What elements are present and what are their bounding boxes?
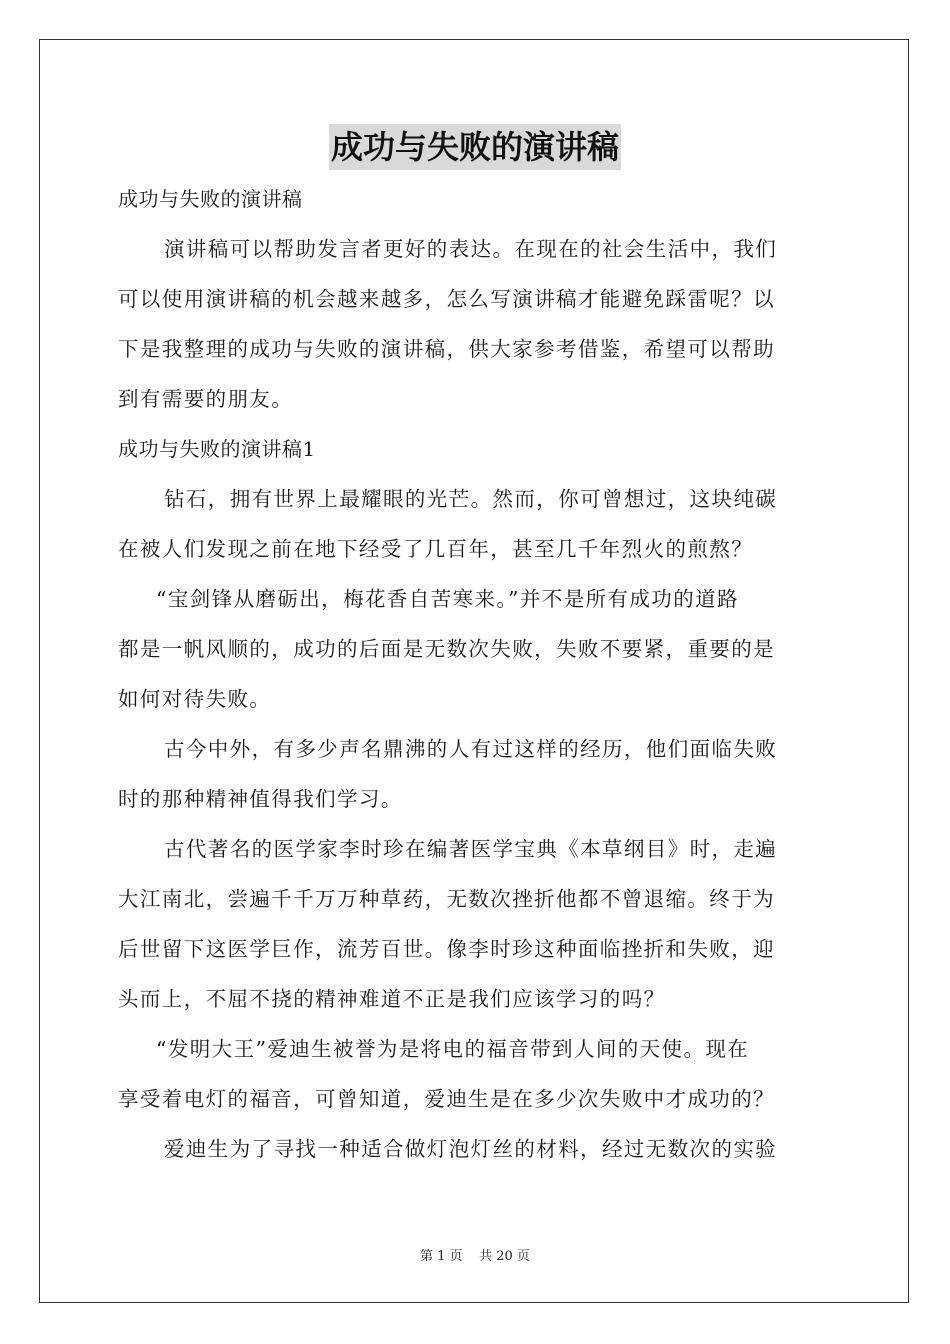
text-line: 可以使用演讲稿的机会越来越多，怎么写演讲稿才能避免踩雷呢？以 [118, 287, 775, 311]
document-title: 成功与失败的演讲稿 [329, 124, 621, 170]
text-line: 享受着电灯的福音，可曾知道，爱迪生是在多少次失败中才成功的？ [118, 1087, 775, 1111]
text-line: 古今中外，有多少声名鼎沸的人有过这样的经历，他们面临失败 [164, 737, 778, 761]
text-line: 如何对待失败。 [118, 687, 272, 711]
text-line: 都是一帆风顺的，成功的后面是无数次失败，失败不要紧，重要的是 [118, 637, 775, 661]
paragraph-sword-quote [118, 574, 834, 724]
page-footer: 第 1 页 共 20 页 [420, 1249, 530, 1264]
section-heading: 成功与失败的演讲稿1 [118, 437, 316, 461]
paragraph-edison-filament [118, 1124, 834, 1174]
text-line: 在被人们发现之前在地下经受了几百年，甚至几千年烈火的煎熬？ [118, 537, 754, 561]
text-line: 大江南北，尝遍千千万万种草药，无数次挫折他都不曾退缩。终于为 [118, 887, 775, 911]
title-wrap [0, 124, 950, 170]
text-line: 古代著名的医学家李时珍在编著医学宝典《本草纲目》时，走遍 [164, 837, 778, 861]
text-line: 演讲稿可以帮助发言者更好的表达。在现在的社会生活中，我们 [164, 237, 778, 261]
text-line: “发明大王”爱迪生被誉为是将电的福音带到人间的天使。现在 [156, 1037, 750, 1061]
paragraph-history [118, 724, 834, 824]
text-line: 钻石，拥有世界上最耀眼的光芒。然而，你可曾想过，这块纯碳 [164, 487, 778, 511]
text-line: 头而上，不屈不挠的精神难道不正是我们应该学习的吗？ [118, 987, 666, 1011]
text-line: “宝剑锋从磨砺出，梅花香自苦寒来。”并不是所有成功的道路 [156, 587, 739, 611]
text-line: 爱迪生为了寻找一种适合做灯泡灯丝的材料，经过无数次的实验 [164, 1137, 778, 1161]
text-line: 后世留下这医学巨作，流芳百世。像李时珍这种面临挫折和失败，迎 [118, 937, 775, 961]
text-line: 下是我整理的成功与失败的演讲稿，供大家参考借鉴，希望可以帮助 [118, 337, 775, 361]
document-body [118, 174, 834, 1174]
document-subtitle: 成功与失败的演讲稿 [118, 187, 303, 211]
paragraph-edison [118, 1024, 834, 1124]
intro-paragraph [118, 224, 834, 424]
paragraph-diamond [118, 474, 834, 574]
text-line: 到有需要的朋友。 [118, 387, 294, 411]
text-line: 时的那种精神值得我们学习。 [118, 787, 403, 811]
paragraph-li-shizhen [118, 824, 834, 1024]
